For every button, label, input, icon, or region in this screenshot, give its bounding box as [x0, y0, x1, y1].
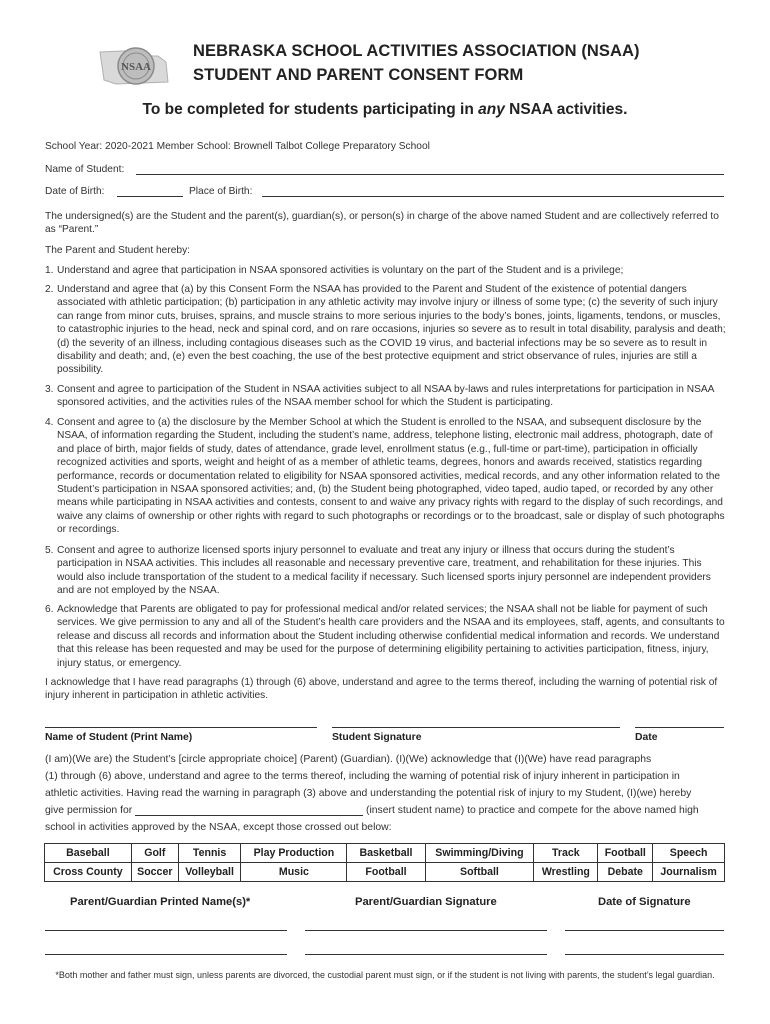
parent-printed-name-label: Parent/Guardian Printed Name(s)* — [70, 896, 251, 908]
activity-cell[interactable]: Cross County — [45, 863, 132, 882]
activity-cell[interactable]: Speech — [653, 844, 725, 863]
parent-signature-label: Parent/Guardian Signature — [355, 896, 497, 908]
student-date-label: Date — [635, 732, 658, 743]
list-item: 4. Consent and agree to (a) the disclosure by the Member School at which the Student is enrolled to the NSAA, and subsequent disclosure by the NSAA, of information regarding the Student, including the student’s name, address, telephone listing, electronic mail address, photograph, date of and place of birth, major fields of study, dates of attendance, grade level, enrollment status (e.g., full-time or part-time), participation in officially recognized activities and sports, weight and height of as a member of athletic teams, degrees, honors and awards received, statistics regarding performance, records or documentation related to eligibility for NSAA sponsored activities, medical records, and any other information related to the Student’s participation in NSAA sponsored activities; and, (b) the Student being photographed, video taped, audio taped, or recorded by any other means while participating in NSAA activities and contests, consent to and waive any privacy rights with regard to the display of such recordings, and waive any claims of ownership or other rights with regard to such photographs or recordings or to the broadcast, sale or display of such photographs or recordings. — [45, 417, 725, 536]
acknowledgement-paragraph: I acknowledge that I have read paragraphs (1) through (6) above, understand and agree to the terms thereof, including the warning of potential risk of injury inherent in participation in athletic activities. — [45, 677, 718, 702]
list-item: 5. Consent and agree to authorize licensed sports injury personnel to evaluate and treat any injury or illness that occurs during the student’s participation in NSAA activities. This includes all reasonable and necessary preventive care, treatment, and rehabilitation for these injuries. This would also include transportation of the student to a medical facility if necessary. Such licensed sports injury personnel are independent providers and are not employed by the NSAA. — [45, 545, 711, 597]
dob-label: Date of Birth: — [45, 186, 105, 197]
parent-statement-line: (insert student name) to practice and compete for the above named high — [366, 805, 699, 816]
list-item: 2. Understand and agree that (a) by this Consent Form the NSAA has provided to the Parent and Student of the existence of potential dangers associated with athletic participation; (b) participation in any athletic activity may involve injury or illness of some type; (c) the severity of such injury can range from minor cuts, bruises, sprains, and muscle strains to more serious injuries to the body’s bones, joints, ligaments, tendons, or muscles, to catastrophic injuries to the head, neck and spinal cord, and on rare occasions, injuries so severe as to result in total disability, paralysis and death; (d) the severity of an illness, including contagious diseases such as the COVID 19 virus, and bacterial infections may be so severe as to result in disability and death; and, (e) even the best coaching, the use of the best protective equipment and strict observance of rules, injuries are still a possibility. — [45, 284, 726, 376]
activity-cell[interactable]: Volleyball — [178, 863, 241, 882]
parent-printed-name-field[interactable] — [45, 954, 287, 955]
list-item: 6. Acknowledge that Parents are obligated to pay for professional medical and/or related services; the NSAA shall not be liable for payment of such services. We give permission to any and all of the Student’s health care providers and the NSAA and its employees, staff, agents, and consultants to release and discuss all records and information about the Student including otherwise confidential medical information and records. We understand that this release has been requested and may be used for the purpose of determining eligibility pertaining to activities participation, fitness, injury, injury status, or emergency. — [45, 604, 725, 669]
form-org-title: NEBRASKA SCHOOL ACTIVITIES ASSOCIATION (NSAA) — [193, 42, 640, 60]
table-row — [45, 844, 725, 863]
student-name-field[interactable] — [136, 174, 724, 175]
activity-cell[interactable]: Journalism — [653, 863, 725, 882]
intro-hereby: The Parent and Student hereby: — [45, 245, 190, 256]
activity-cell[interactable]: Wrestling — [534, 863, 598, 882]
activity-cell[interactable]: Play Production — [241, 844, 347, 863]
activity-cell[interactable]: Football — [598, 844, 653, 863]
activity-cell[interactable]: Track — [534, 844, 598, 863]
insert-student-name-field[interactable] — [135, 815, 363, 816]
activity-cell[interactable]: Debate — [598, 863, 653, 882]
dob-field[interactable] — [117, 196, 183, 197]
list-item: 1. Understand and agree that participation in NSAA sponsored activities is voluntary on the part of the Student and is a privilege; — [45, 265, 624, 276]
form-subtitle: To be completed for students participating in any NSAA activities. — [142, 101, 628, 118]
student-print-name-field[interactable] — [45, 727, 317, 728]
activity-cell[interactable]: Music — [241, 863, 347, 882]
parent-statement-line: (I am)(We are) the Student’s [circle appropriate choice] (Parent) (Guardian). (I)(We) acknowledge that (I)(We) have read paragraphs — [45, 754, 652, 765]
student-signature-label: Student Signature — [332, 732, 422, 743]
nsaa-logo — [96, 40, 172, 90]
svg-text:NSAA: NSAA — [121, 61, 151, 73]
intro-paragraph: The undersigned(s) are the Student and the parent(s), guardian(s), or person(s) in charge of the above named Student and are collectively referred to as “Parent.” — [45, 211, 719, 236]
activity-cell[interactable]: Football — [347, 863, 425, 882]
parent-statement-line: give permission for — [45, 805, 133, 816]
student-date-field[interactable] — [635, 727, 724, 728]
parent-printed-name-field[interactable] — [45, 930, 287, 931]
activity-cell[interactable]: Basketball — [347, 844, 425, 863]
footnote: *Both mother and father must sign, unless parents are divorced, the custodial parent must sign, or if the student is not living with parents, the student’s legal guardian. — [55, 970, 715, 980]
parent-statement-line: (1) through (6) above, understand and agree to the terms thereof, including the warning of potential risk of injury inherent in participation in — [45, 771, 680, 782]
activity-cell[interactable]: Swimming/Diving — [425, 844, 534, 863]
parent-statement-line: school in activities approved by the NSAA, except those crossed out below: — [45, 822, 392, 833]
parent-signature-field[interactable] — [305, 954, 547, 955]
student-name-label: Name of Student: — [45, 164, 125, 175]
parent-date-label: Date of Signature — [598, 896, 691, 908]
student-print-name-label: Name of Student (Print Name) — [45, 732, 193, 743]
activity-cell[interactable]: Golf — [131, 844, 178, 863]
parent-date-field[interactable] — [565, 954, 724, 955]
parent-signature-field[interactable] — [305, 930, 547, 931]
activity-cell[interactable]: Softball — [425, 863, 534, 882]
student-signature-field[interactable] — [332, 727, 620, 728]
school-year-line: School Year: 2020-2021 Member School: Brownell Talbot College Preparatory School — [45, 141, 430, 152]
list-item: 3. Consent and agree to participation of the Student in NSAA activities subject to all NSAA by-laws and rules interpretations for participation in NSAA sponsored activities, and the activities rules of the NSAA member school for which the Student is participating. — [45, 384, 714, 409]
table-row — [45, 863, 725, 882]
activity-cell[interactable]: Tennis — [178, 844, 241, 863]
activity-cell[interactable]: Baseball — [45, 844, 132, 863]
activities-table — [44, 843, 725, 882]
activity-cell[interactable]: Soccer — [131, 863, 178, 882]
parent-statement-line: athletic activities. Having read the warning in paragraph (3) above and understanding the potential risk of injury to my Student, (I)(we) hereby — [45, 788, 692, 799]
parent-date-field[interactable] — [565, 930, 724, 931]
form-title: STUDENT AND PARENT CONSENT FORM — [193, 66, 524, 84]
pob-field[interactable] — [262, 196, 724, 197]
pob-label: Place of Birth: — [189, 186, 253, 197]
